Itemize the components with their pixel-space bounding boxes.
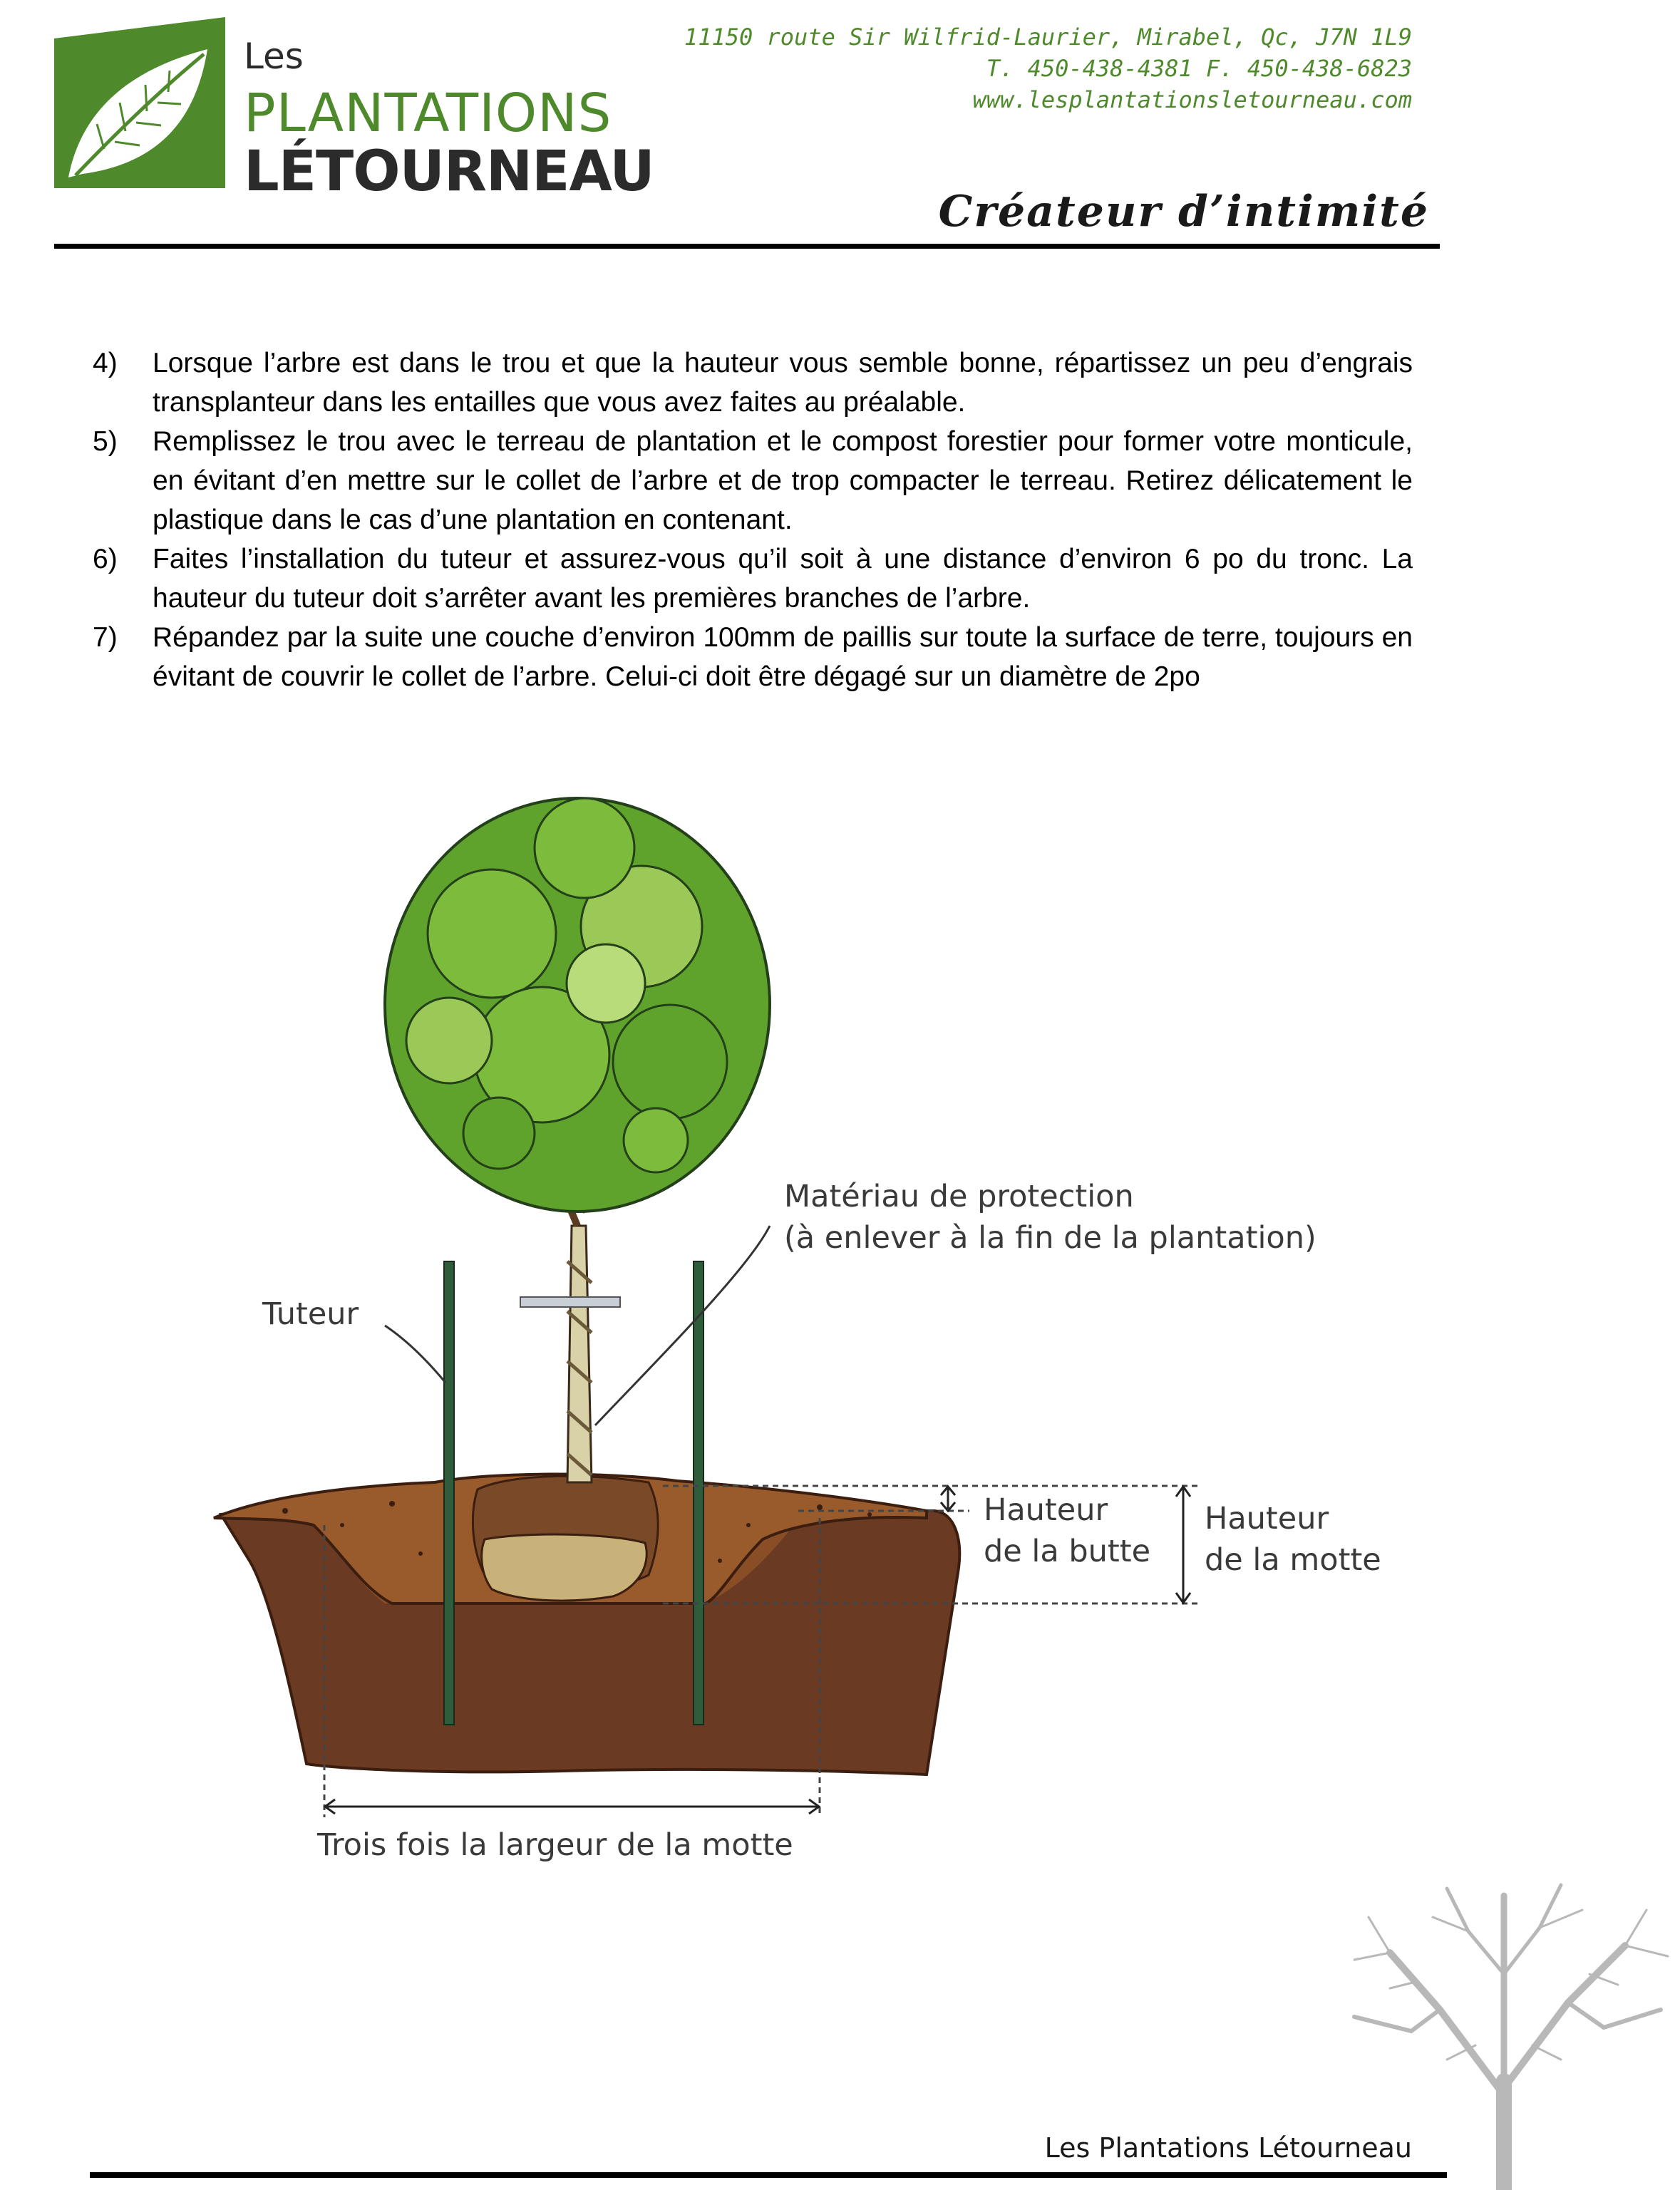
list-item bbox=[93, 539, 1413, 618]
stake-left bbox=[444, 1261, 454, 1725]
footer-divider bbox=[90, 2172, 1447, 2178]
tree-planting-diagram bbox=[207, 770, 1418, 1896]
butte-label-line2: de la butte bbox=[984, 1534, 1151, 1569]
tree-canopy bbox=[385, 798, 770, 1212]
motte-height-label bbox=[1205, 1498, 1381, 1581]
tagline: Créateur d’intimité bbox=[938, 187, 1429, 237]
logo-text-plantations: PLANTATIONS bbox=[244, 83, 612, 144]
logo-text-letourneau: LÉTOURNEAU bbox=[244, 140, 654, 204]
tuteur-label: Tuteur bbox=[262, 1296, 359, 1332]
planting-illustration bbox=[207, 770, 1418, 1896]
list-item bbox=[93, 344, 1413, 422]
motte-label-line2: de la motte bbox=[1205, 1542, 1381, 1578]
logo-text-les: Les bbox=[244, 36, 304, 77]
step-text: Faites l’installation du tuteur et assurez-vous qu’il soit à une distance d’environ 6 po du tronc. La hauteur du tuteur doit s’arrêter avant les premières branches de l’arbre. bbox=[153, 544, 1413, 614]
material-leader-line bbox=[595, 1226, 770, 1425]
root-ball bbox=[482, 1534, 647, 1601]
width-label: Trois fois la largeur de la motte bbox=[317, 1827, 793, 1863]
step-number: 5) bbox=[93, 426, 118, 457]
website-link[interactable]: www.lesplantationsletourneau.com bbox=[972, 86, 1412, 113]
tuteur-leader-line bbox=[385, 1326, 445, 1383]
company-logo bbox=[54, 17, 654, 204]
stake-right bbox=[694, 1261, 704, 1725]
address-text: 11150 route Sir Wilfrid-Laurier, Mirabel, Qc, J7N 1L9 bbox=[684, 24, 1412, 51]
leaf-logo-icon bbox=[54, 17, 239, 195]
stake-tie bbox=[520, 1297, 620, 1307]
footer-company-name: Les Plantations Létourneau bbox=[1044, 2132, 1412, 2164]
material-label-line1: Matériau de protection bbox=[784, 1179, 1134, 1214]
butte-height-label bbox=[984, 1489, 1150, 1572]
step-text: Répandez par la suite une couche d’environ 100mm de paillis sur toute la surface de terre, toujours en évitant de couvrir le collet de l’arbre. Celui-ci doit être dégagé sur un diamètre de 2po bbox=[153, 622, 1413, 692]
motte-label-line1: Hauteur bbox=[1205, 1501, 1329, 1536]
step-number: 4) bbox=[93, 348, 118, 378]
list-item bbox=[93, 618, 1413, 696]
planting-steps-list bbox=[93, 344, 1413, 696]
header-divider bbox=[54, 244, 1440, 249]
step-number: 7) bbox=[93, 622, 118, 653]
butte-label-line1: Hauteur bbox=[984, 1492, 1108, 1528]
material-label-line2: (à enlever à la fin de la plantation) bbox=[784, 1220, 1316, 1256]
material-label bbox=[784, 1176, 1316, 1259]
phone-text: T. 450-438-4381 F. 450-438-6823 bbox=[986, 55, 1412, 82]
step-text: Lorsque l’arbre est dans le trou et que la hauteur vous semble bonne, répartissez un peu d’engrais transplanteur dans les entailles que vous avez faites au préalable. bbox=[153, 348, 1413, 418]
step-number: 6) bbox=[93, 544, 118, 574]
list-item bbox=[93, 422, 1413, 539]
step-text: Remplissez le trou avec le terreau de plantation et le compost forestier pour former votre monticule, en évitant d’en mettre sur le collet de l’arbre et de trop compacter le terreau. Retirez délicatement le plastique dans le cas d’une plantation en contenant. bbox=[153, 426, 1413, 535]
contact-block bbox=[684, 21, 1412, 115]
